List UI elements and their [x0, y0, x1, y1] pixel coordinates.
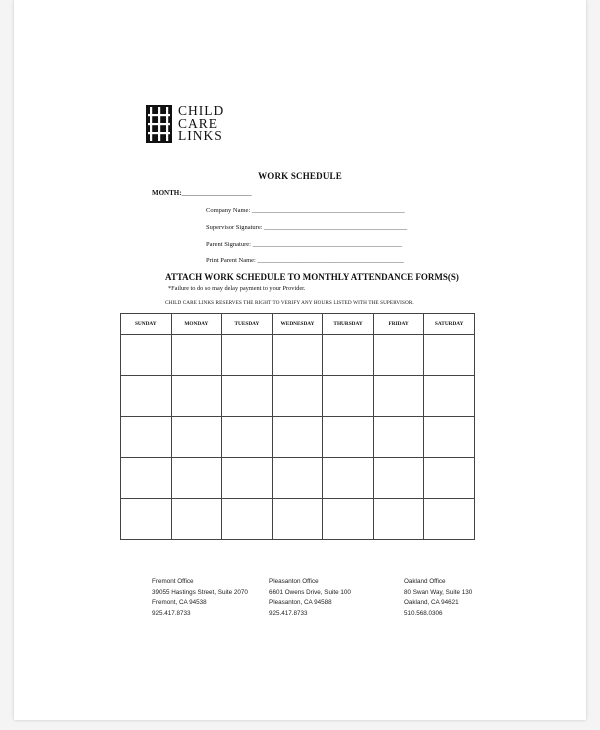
logo-wordmark	[178, 105, 224, 143]
day-header-thursday: THURSDAY	[323, 314, 374, 335]
schedule-week-row	[121, 335, 475, 376]
schedule-cell-friday[interactable]	[373, 376, 424, 417]
schedule-cell-sunday[interactable]	[121, 417, 172, 458]
office-oakland	[404, 577, 472, 619]
schedule-cell-friday[interactable]	[373, 335, 424, 376]
schedule-table	[120, 313, 475, 540]
supervisor-signature-field[interactable]	[206, 224, 407, 231]
schedule-cell-friday[interactable]	[373, 417, 424, 458]
schedule-cell-thursday[interactable]	[323, 335, 374, 376]
parent-signature-field[interactable]	[206, 241, 402, 248]
month-field[interactable]	[152, 189, 252, 197]
schedule-cell-sunday[interactable]	[121, 335, 172, 376]
office-phone: 925.417.8733	[269, 609, 308, 617]
schedule-cell-wednesday[interactable]	[272, 335, 323, 376]
day-header-tuesday: TUESDAY	[222, 314, 273, 335]
schedule-cell-sunday[interactable]	[121, 458, 172, 499]
month-line[interactable]: ____________________	[181, 189, 252, 197]
schedule-week-row	[121, 376, 475, 417]
schedule-week-row	[121, 499, 475, 540]
schedule-cell-monday[interactable]	[171, 417, 222, 458]
office-name: Fremont Office	[152, 578, 194, 585]
print-parent-name-line[interactable]: _____________________________________________	[257, 257, 404, 264]
schedule-cell-friday[interactable]	[373, 458, 424, 499]
schedule-header-row	[121, 314, 475, 335]
schedule-cell-thursday[interactable]	[323, 417, 374, 458]
logo-grid-icon	[146, 105, 172, 143]
schedule-body	[121, 335, 475, 540]
schedule-cell-wednesday[interactable]	[272, 417, 323, 458]
office-street: 6601 Owens Drive, Suite 100	[269, 588, 351, 596]
day-header-sunday: SUNDAY	[121, 314, 172, 335]
print-parent-name-label: Print Parent Name:	[206, 257, 256, 264]
day-header-wednesday: WEDNESDAY	[272, 314, 323, 335]
schedule-cell-thursday[interactable]	[323, 458, 374, 499]
schedule-cell-wednesday[interactable]	[272, 376, 323, 417]
schedule-cell-saturday[interactable]	[424, 417, 475, 458]
schedule-cell-tuesday[interactable]	[222, 458, 273, 499]
schedule-cell-saturday[interactable]	[424, 458, 475, 499]
schedule-cell-thursday[interactable]	[323, 499, 374, 540]
office-city: Oakland, CA 94621	[404, 599, 459, 606]
form-title: WORK SCHEDULE	[258, 171, 342, 181]
logo-line: CHILD	[178, 103, 225, 118]
schedule-cell-thursday[interactable]	[323, 376, 374, 417]
office-city: Pleasanton, CA 94588	[269, 599, 332, 606]
schedule-cell-tuesday[interactable]	[222, 417, 273, 458]
office-phone: 510.568.0306	[404, 609, 443, 617]
schedule-cell-tuesday[interactable]	[222, 335, 273, 376]
child-care-links-logo	[146, 105, 224, 143]
schedule-cell-saturday[interactable]	[424, 335, 475, 376]
office-name: Pleasanton Office	[269, 578, 319, 585]
office-name: Oakland Office	[404, 578, 446, 585]
schedule-cell-wednesday[interactable]	[272, 458, 323, 499]
reserves-note: CHILD CARE LINKS RESERVES THE RIGHT TO VERIFY ANY HOURS LISTED WITH THE SUPERVISOR.	[165, 300, 414, 306]
schedule-week-row	[121, 417, 475, 458]
office-pleasanton	[269, 577, 351, 619]
print-parent-name-field[interactable]	[206, 257, 404, 264]
schedule-cell-sunday[interactable]	[121, 376, 172, 417]
schedule-cell-monday[interactable]	[171, 499, 222, 540]
company-name-label: Company Name:	[206, 207, 251, 214]
day-header-friday: FRIDAY	[373, 314, 424, 335]
logo-line: LINKS	[178, 128, 223, 143]
day-header-saturday: SATURDAY	[424, 314, 475, 335]
schedule-cell-saturday[interactable]	[424, 376, 475, 417]
schedule-cell-saturday[interactable]	[424, 499, 475, 540]
schedule-cell-monday[interactable]	[171, 458, 222, 499]
failure-note: *Failure to do so may delay payment to your Provider.	[168, 285, 306, 292]
schedule-week-row	[121, 458, 475, 499]
schedule-cell-monday[interactable]	[171, 335, 222, 376]
parent-signature-label: Parent Signature:	[206, 241, 251, 248]
schedule-cell-tuesday[interactable]	[222, 499, 273, 540]
schedule-cell-friday[interactable]	[373, 499, 424, 540]
supervisor-signature-label: Supervisor Signature:	[206, 224, 263, 231]
schedule-cell-wednesday[interactable]	[272, 499, 323, 540]
office-street: 80 Swan Way, Suite 130	[404, 588, 473, 596]
supervisor-signature-line[interactable]: ____________________________________________	[264, 224, 408, 231]
schedule-cell-monday[interactable]	[171, 376, 222, 417]
office-phone: 925.417.8733	[152, 609, 191, 617]
day-header-monday: MONDAY	[171, 314, 222, 335]
month-label: MONTH:	[152, 189, 182, 197]
company-name-field[interactable]	[206, 207, 405, 214]
office-city: Fremont, CA 94538	[152, 599, 207, 606]
logo-line: CARE	[178, 115, 219, 131]
schedule-cell-sunday[interactable]	[121, 499, 172, 540]
attach-heading: ATTACH WORK SCHEDULE TO MONTHLY ATTENDANCE FORMS(S)	[165, 272, 459, 282]
parent-signature-line[interactable]: ______________________________________________	[252, 241, 403, 248]
schedule-cell-tuesday[interactable]	[222, 376, 273, 417]
office-street: 39055 Hastings Street, Suite 2070	[152, 588, 248, 596]
office-fremont	[152, 577, 248, 619]
company-name-line[interactable]: _______________________________________________	[251, 207, 405, 214]
